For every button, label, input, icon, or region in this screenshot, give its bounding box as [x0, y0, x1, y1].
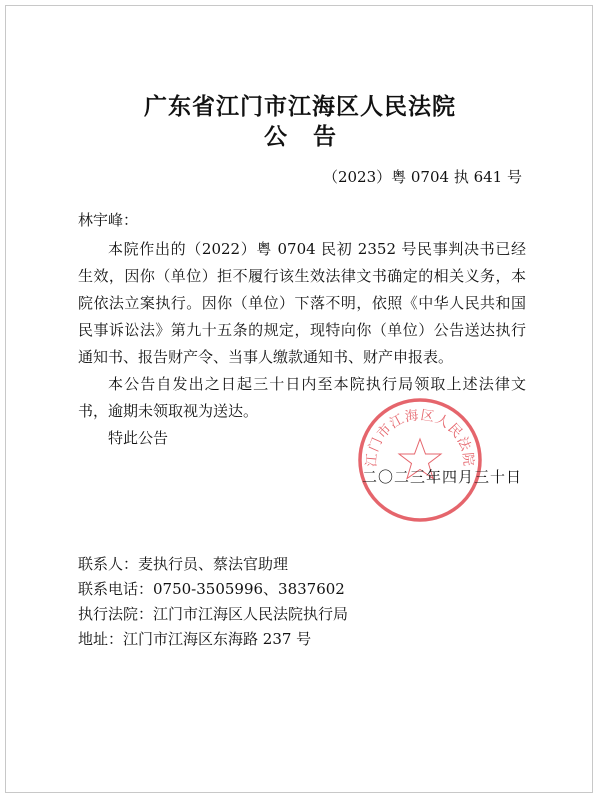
court-address: 地址：江门市江海区东海路 237 号: [78, 630, 312, 648]
seal-text: 江门市江海区人民法院: [363, 407, 477, 468]
document-type-heading: 公告: [264, 123, 362, 150]
court-seal-stamp: [355, 395, 485, 525]
executing-court: 执行法院：江门市江海区人民法院执行局: [78, 605, 349, 623]
contact-info: [78, 552, 348, 652]
notice-paragraph-deadline: 本公告自发出之日起三十日内至本院执行局领取上述法律文书，逾期未领取视为送达。: [78, 375, 526, 420]
notice-closing: 特此公告: [108, 429, 169, 447]
contact-phone: 联系电话：0750-3505996、3837602: [78, 580, 345, 598]
document-number: （2023）粤 0704 执 641 号: [322, 168, 522, 186]
issue-date: 二〇二三年四月三十日: [361, 468, 522, 486]
notice-paragraph-main: 本院作出的（2022）粤 0704 民初 2352 号民事判决书已经生效，因你（单位）拒不履行该生效法律文书确定的相关义务，本院依法立案执行。因你（单位）下落不明，依照《中华人民共和国民事诉讼法》第九十五条的规定，现特向你（单位）公告送达执行通知书、报告财产令、当事人缴款通知书、财产申报表。: [78, 240, 526, 366]
contact-person: 联系人：麦执行员、蔡法官助理: [78, 555, 289, 573]
court-name-heading: 广东省江门市江海区人民法院: [144, 93, 456, 120]
addressee: 林宇峰：: [78, 211, 139, 229]
